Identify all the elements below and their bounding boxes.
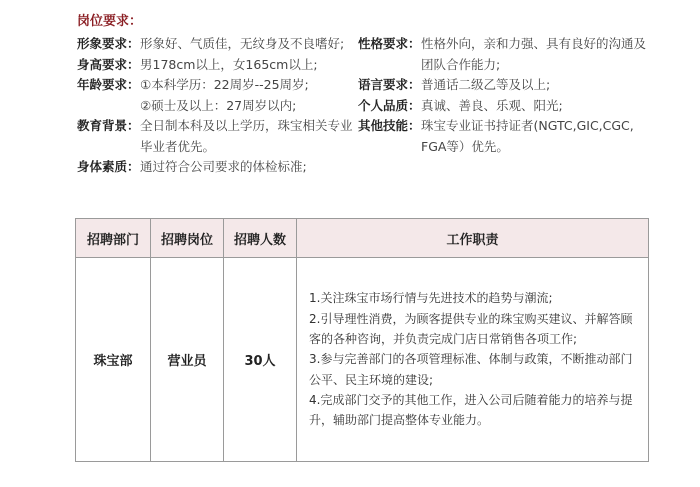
requirement-label: 身体素质： (77, 159, 140, 174)
requirement-label: 身高要求： (77, 56, 140, 72)
requirement-value: ②硕士及以上：27周岁以内; (140, 97, 297, 113)
requirement-row (358, 34, 648, 75)
requirement-value: 珠宝专业证书持证者(NGTC,GIC,CGC, FGA等）优先。 (421, 118, 634, 154)
duty-item: 3.参与完善部门的各项管理标准、体制与政策，不断推动部门公平、民主环境的建设; (309, 352, 633, 387)
cell-position: 营业员 (151, 258, 224, 462)
requirements-left (77, 34, 357, 178)
requirement-row (358, 96, 648, 117)
table-header-row (76, 219, 649, 258)
cell-count: 30人 (224, 258, 297, 462)
duty-item: 2.引导理性消费，为顾客提供专业的珠宝购买建议、并解答顾客的各种咨询，并负责完成门店日常销售各项工作; (309, 311, 633, 347)
requirement-row (358, 116, 648, 157)
requirement-value: 男178cm以上，女165cm以上; (140, 56, 318, 72)
requirement-row (77, 116, 357, 157)
requirement-row (77, 55, 357, 76)
requirement-value: ①本科学历：22周岁--25周岁; (140, 77, 309, 92)
cell-duties (297, 258, 649, 462)
requirement-label: 个人品质： (358, 97, 421, 113)
requirement-value: 形象好、气质佳，无纹身及不良嗜好; (140, 36, 345, 51)
requirements-right (358, 34, 648, 157)
requirement-label: 性格要求： (358, 36, 421, 51)
requirement-value: 全日制本科及以上学历，珠宝相关专业毕业者优先。 (140, 118, 353, 154)
requirement-label: 教育背景： (77, 118, 140, 133)
requirement-value: 通过符合公司要求的体检标准; (140, 159, 307, 174)
requirement-row (358, 75, 648, 96)
requirement-row (77, 34, 357, 55)
requirement-value: 普通话二级乙等及以上; (421, 77, 551, 92)
duty-item: 4.完成部门交予的其他工作，进入公司后随着能力的培养与提升，辅助部门提高整体专业能力。 (309, 392, 633, 428)
requirement-row (77, 96, 357, 117)
table-row (76, 258, 649, 462)
requirement-label: 年龄要求： (77, 77, 140, 92)
cell-department: 珠宝部 (76, 258, 151, 462)
requirement-row (77, 75, 357, 96)
header-count: 招聘人数 (224, 219, 297, 258)
header-duties: 工作职责 (297, 219, 649, 258)
requirement-label: 形象要求： (77, 36, 140, 51)
requirement-value: 性格外向，亲和力强、具有良好的沟通及团队合作能力; (421, 36, 647, 72)
header-position: 招聘岗位 (151, 219, 224, 258)
requirement-label: 其他技能： (358, 118, 421, 133)
requirement-label: 语言要求： (358, 77, 421, 92)
section-title: 岗位要求： (77, 14, 143, 29)
duty-item: 1.关注珠宝市场行情与先进技术的趋势与潮流; (309, 291, 553, 306)
requirement-row (77, 157, 357, 178)
header-department: 招聘部门 (76, 219, 151, 258)
requirement-value: 真诚、善良、乐观、阳光; (421, 97, 563, 113)
recruitment-table (75, 218, 649, 462)
